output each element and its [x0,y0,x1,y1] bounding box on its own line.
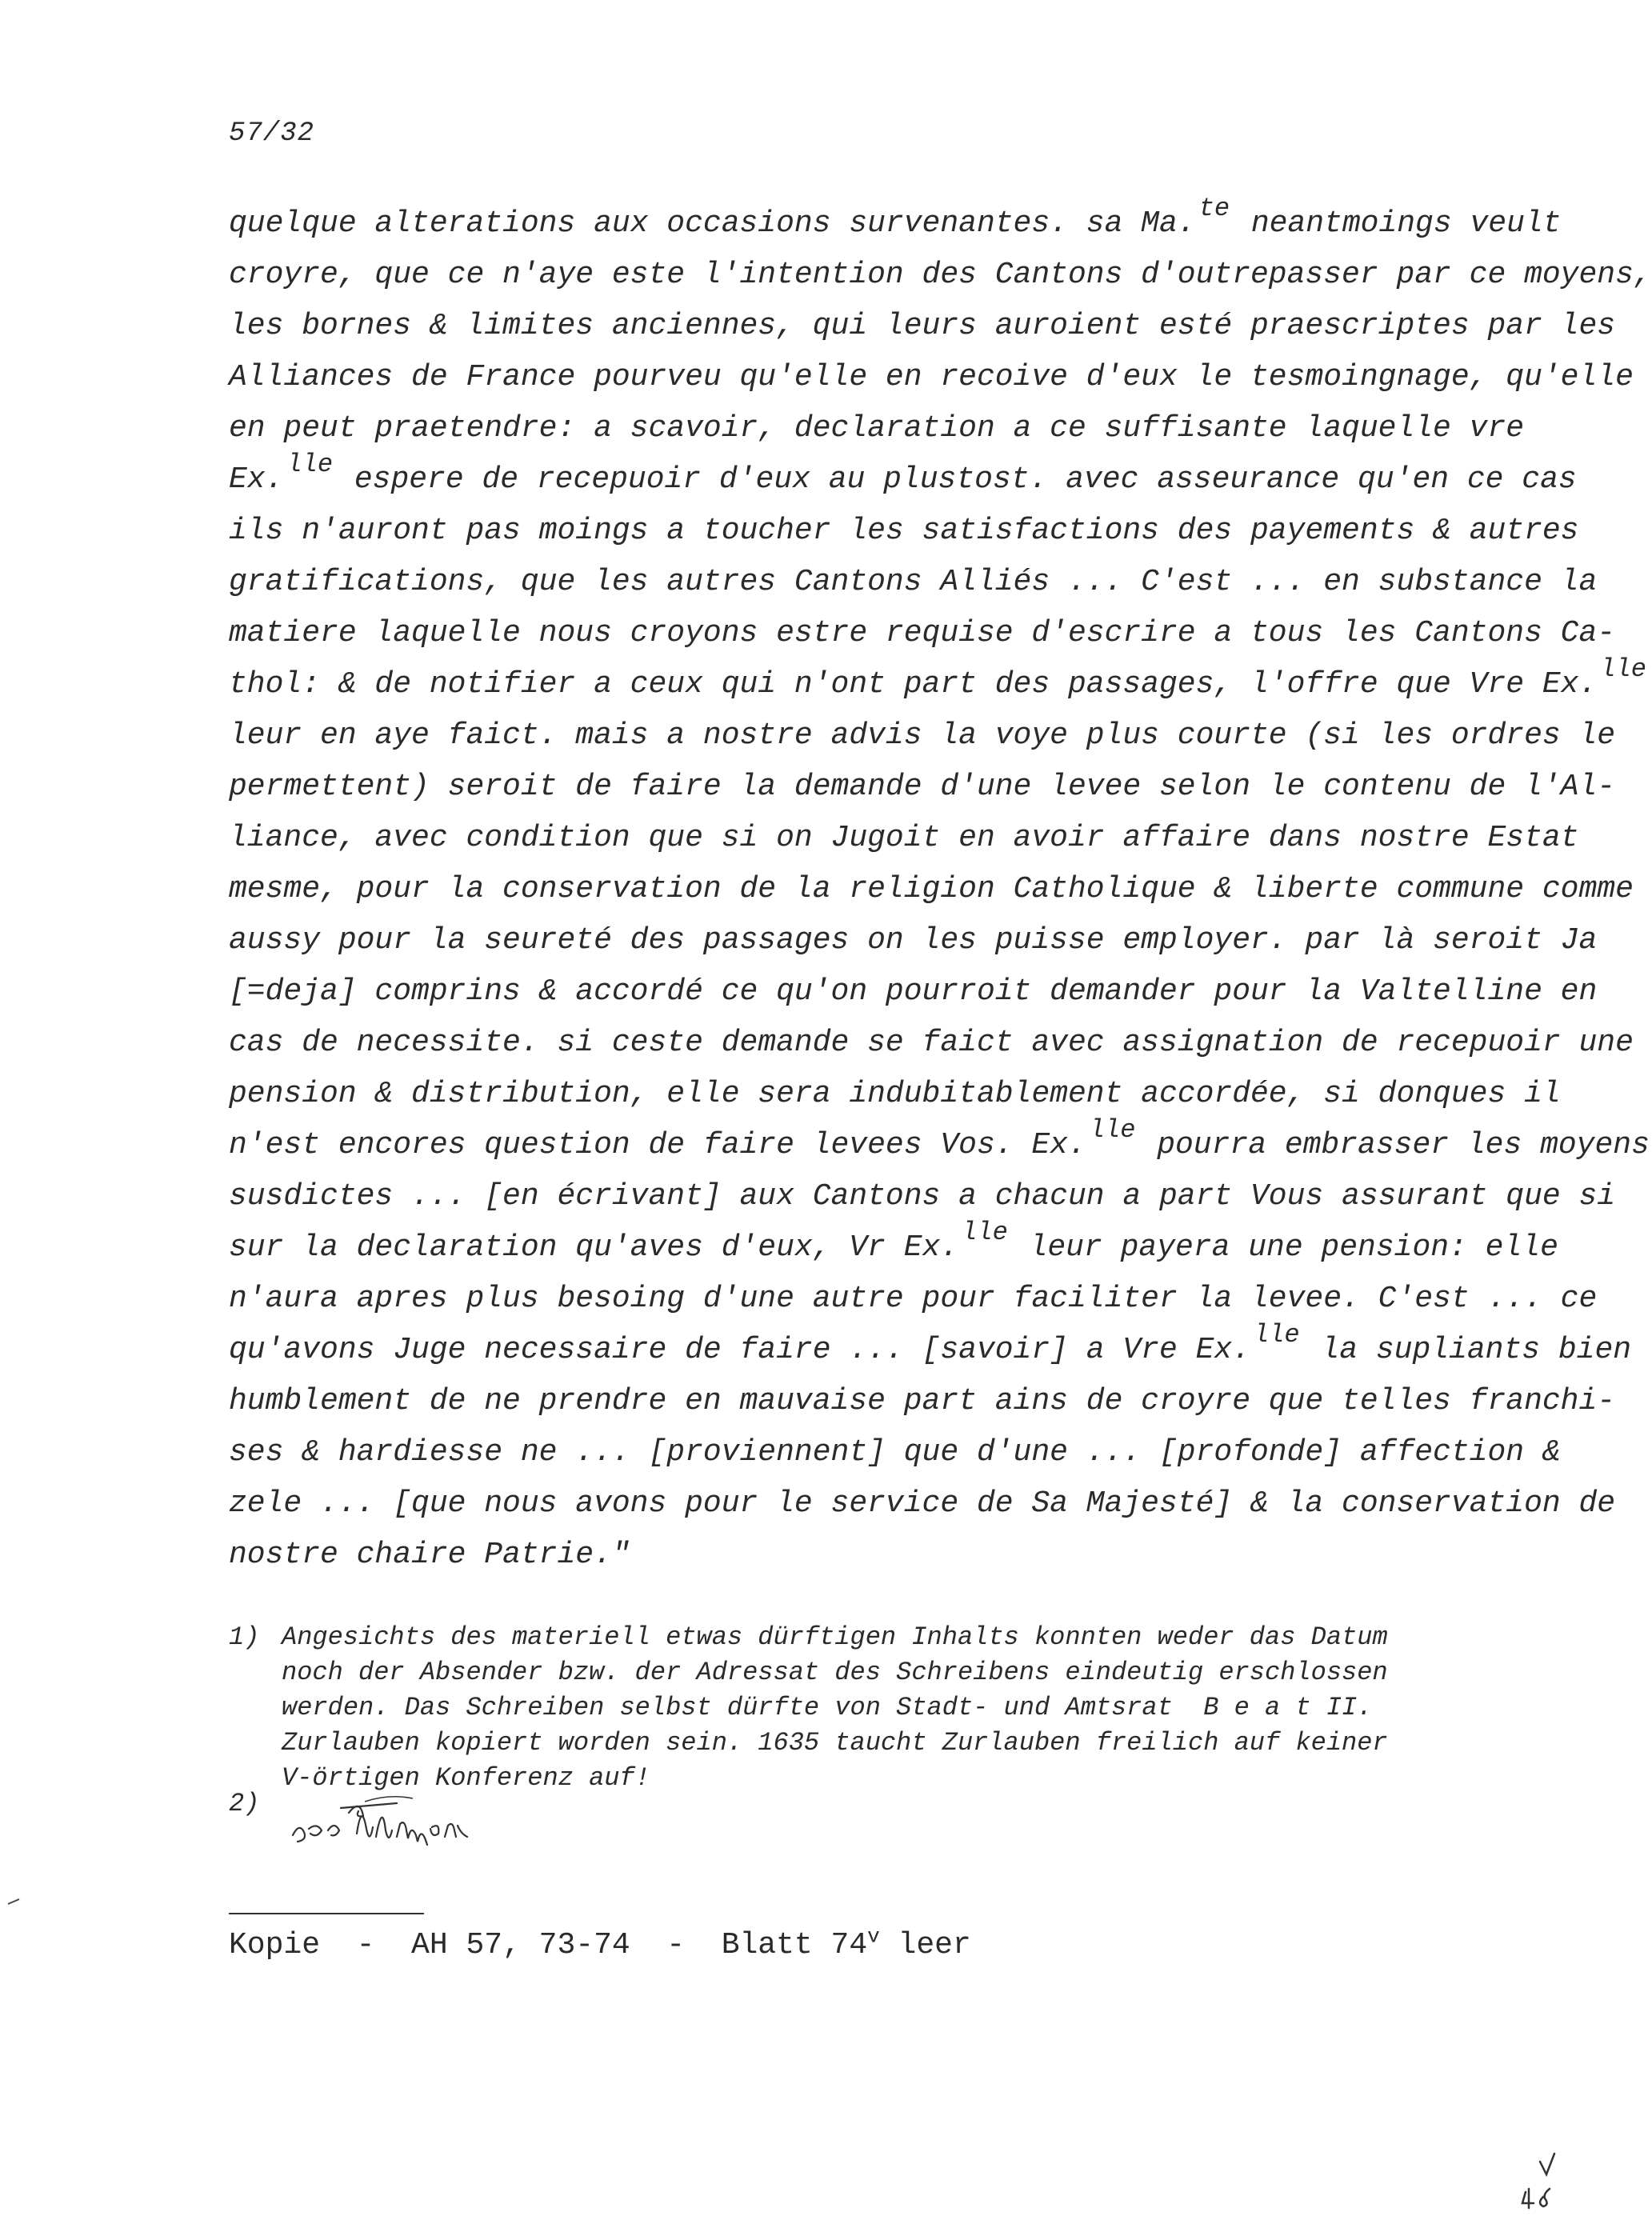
source-superscript: v [867,1924,880,1949]
body-line [229,608,1616,659]
body-line-text: mesme, pour la conservation de la religion Catholique & liberte commune comme [229,872,1634,906]
body-line-text: liance, avec condition que si on Jugoit en avoir affaire dans nostre Estat [229,821,1579,855]
body-line [229,966,1598,1018]
footnote-1-text [282,1620,1388,1796]
body-line-text-cont: la supliants bien [1302,1333,1632,1367]
body-line [229,1115,1650,1171]
body-line-text: zele ... [que nous avons pour le service de Sa Majesté] & la conservation de [229,1486,1616,1521]
footnote-2-marker: 2) [229,1789,260,1818]
letter-body [229,194,1652,1581]
body-line-text: n'aura apres plus besoing d'une autre pour faciliter la levee. C'est ... ce [229,1282,1598,1316]
body-line [229,1530,1509,1581]
source-text: Kopie - AH 57, 73-74 - Blatt 74 [229,1928,868,1962]
body-line-text: permettent) seroit de faire la demande d'une levee selon le contenu de l'Al- [229,770,1616,804]
body-line-text: pension & distribution, elle sera indubitablement accordée, si donques il [229,1077,1561,1111]
handwritten-signature [285,1789,557,1861]
body-line-text: cas de necessite. si ceste demande se faict avec assignation de recepuoir une [229,1026,1634,1060]
body-line [229,762,1616,813]
body-line [229,915,1598,966]
handwritten-page-annotation [1516,2152,1564,2224]
body-line [229,1171,1616,1222]
body-line-text: sur la declaration qu'aves d'eux, Vr Ex. [229,1230,959,1265]
body-line [229,654,1646,710]
body-line [229,1069,1561,1120]
body-line-text: leur en aye faict. mais a nostre advis la voye plus courte (si les ordres le [229,718,1616,753]
source-reference [229,1924,971,1962]
body-line [229,1018,1634,1069]
body-line-text-cont: leur payera une pension: elle [1010,1230,1558,1265]
body-line-text: qu'avons Juge necessaire de faire ... [savoir] a Vre Ex. [229,1333,1251,1367]
body-line [229,250,1652,301]
body-line [229,710,1616,762]
footnote-line: noch der Absender bzw. der Adressat des Schreibens eindeutig erschlossen [282,1658,1388,1687]
body-line-text: Alliances de France pourveu qu'elle en recoive d'eux le tesmoingnage, qu'elle [229,360,1634,394]
body-line [229,352,1634,403]
body-line [229,1478,1616,1530]
body-line-superscript: lle [962,1218,1008,1248]
page-number: 57/32 [229,118,315,149]
body-line [229,450,1577,506]
body-line-superscript: lle [1600,654,1646,685]
body-line [229,1427,1561,1478]
body-line-text: nostre chaire Patrie." [229,1538,630,1572]
body-line-text-cont: pourra embrasser les moyens [1138,1128,1650,1162]
body-line-text: aussy pour la seureté des passages on les puisse employer. par là seroit Ja [229,923,1598,958]
footnote-line: Angesichts des materiell etwas dürftigen Inhalts konnten weder das Datum [282,1622,1388,1652]
body-line-text: ses & hardiesse ne ... [proviennent] que d'une ... [profonde] affection & [229,1435,1561,1470]
body-line-text: en peut praetendre: a scavoir, declaration a ce suffisante laquelle vre [229,411,1525,446]
body-line-text: humblement de ne prendre en mauvaise part ains de croyre que telles franchi- [229,1384,1616,1418]
footnote-1-marker: 1) [229,1622,260,1652]
body-line-text-cont: espere de recepuoir d'eux au plustost. avec asseurance qu'en ce cas [336,462,1577,497]
body-line [229,1274,1598,1325]
margin-mark [6,1896,22,1907]
body-line [229,506,1579,557]
body-line-text: matiere laquelle nous croyons estre requise d'escrire a tous les Cantons Ca- [229,616,1616,650]
body-line [229,1320,1632,1376]
body-line-text: [=deja] comprins & accordé ce qu'on pourroit demander pour la Valtelline en [229,974,1598,1009]
body-line [229,1218,1558,1274]
body-line [229,1376,1616,1427]
footnote-line: Zurlauben kopiert worden sein. 1635 taucht Zurlauben freilich auf keiner [282,1728,1388,1758]
source-suffix: leer [879,1928,971,1962]
body-line [229,301,1616,352]
body-line-superscript: lle [286,450,334,480]
body-line-text: susdictes ... [en écrivant] aux Cantons a chacun a part Vous assurant que si [229,1179,1616,1214]
body-line-text: gratifications, que les autres Cantons Alliés ... C'est ... en substance la [229,565,1598,599]
footnote-line: V-örtigen Konferenz auf! [282,1763,650,1793]
footnote-separator-rule [229,1913,424,1914]
body-line-superscript: te [1198,194,1230,224]
body-line [229,557,1598,608]
body-line-text: n'est encores question de faire levees Vos. Ex. [229,1128,1086,1162]
body-line [229,864,1634,915]
footnote-line: werden. Das Schreiben selbst dürfte von Stadt- und Amtsrat B e a t II. [282,1693,1373,1722]
body-line-text: les bornes & limites anciennes, qui leurs auroient esté praescriptes par les [229,309,1616,343]
body-line [229,194,1562,250]
body-line-superscript: lle [1254,1320,1300,1350]
body-line-text: thol: & de notifier a ceux qui n'ont part des passages, l'offre que Vre Ex. [229,667,1598,702]
body-line-text-cont: neantmoings veult [1233,206,1562,241]
body-line-superscript: lle [1089,1115,1136,1146]
body-line-text: ils n'auront pas moings a toucher les satisfactions des payements & autres [229,514,1579,548]
body-line [229,403,1525,454]
body-line [229,813,1579,864]
body-line-text: quelque alterations aux occasions survenantes. sa Ma. [229,206,1196,241]
footnote-1 [229,1620,1477,1796]
body-line-text: Ex. [229,462,284,497]
body-line-text: croyre, que ce n'aye este l'intention des Cantons d'outrepasser par ce moyens, [229,258,1652,292]
